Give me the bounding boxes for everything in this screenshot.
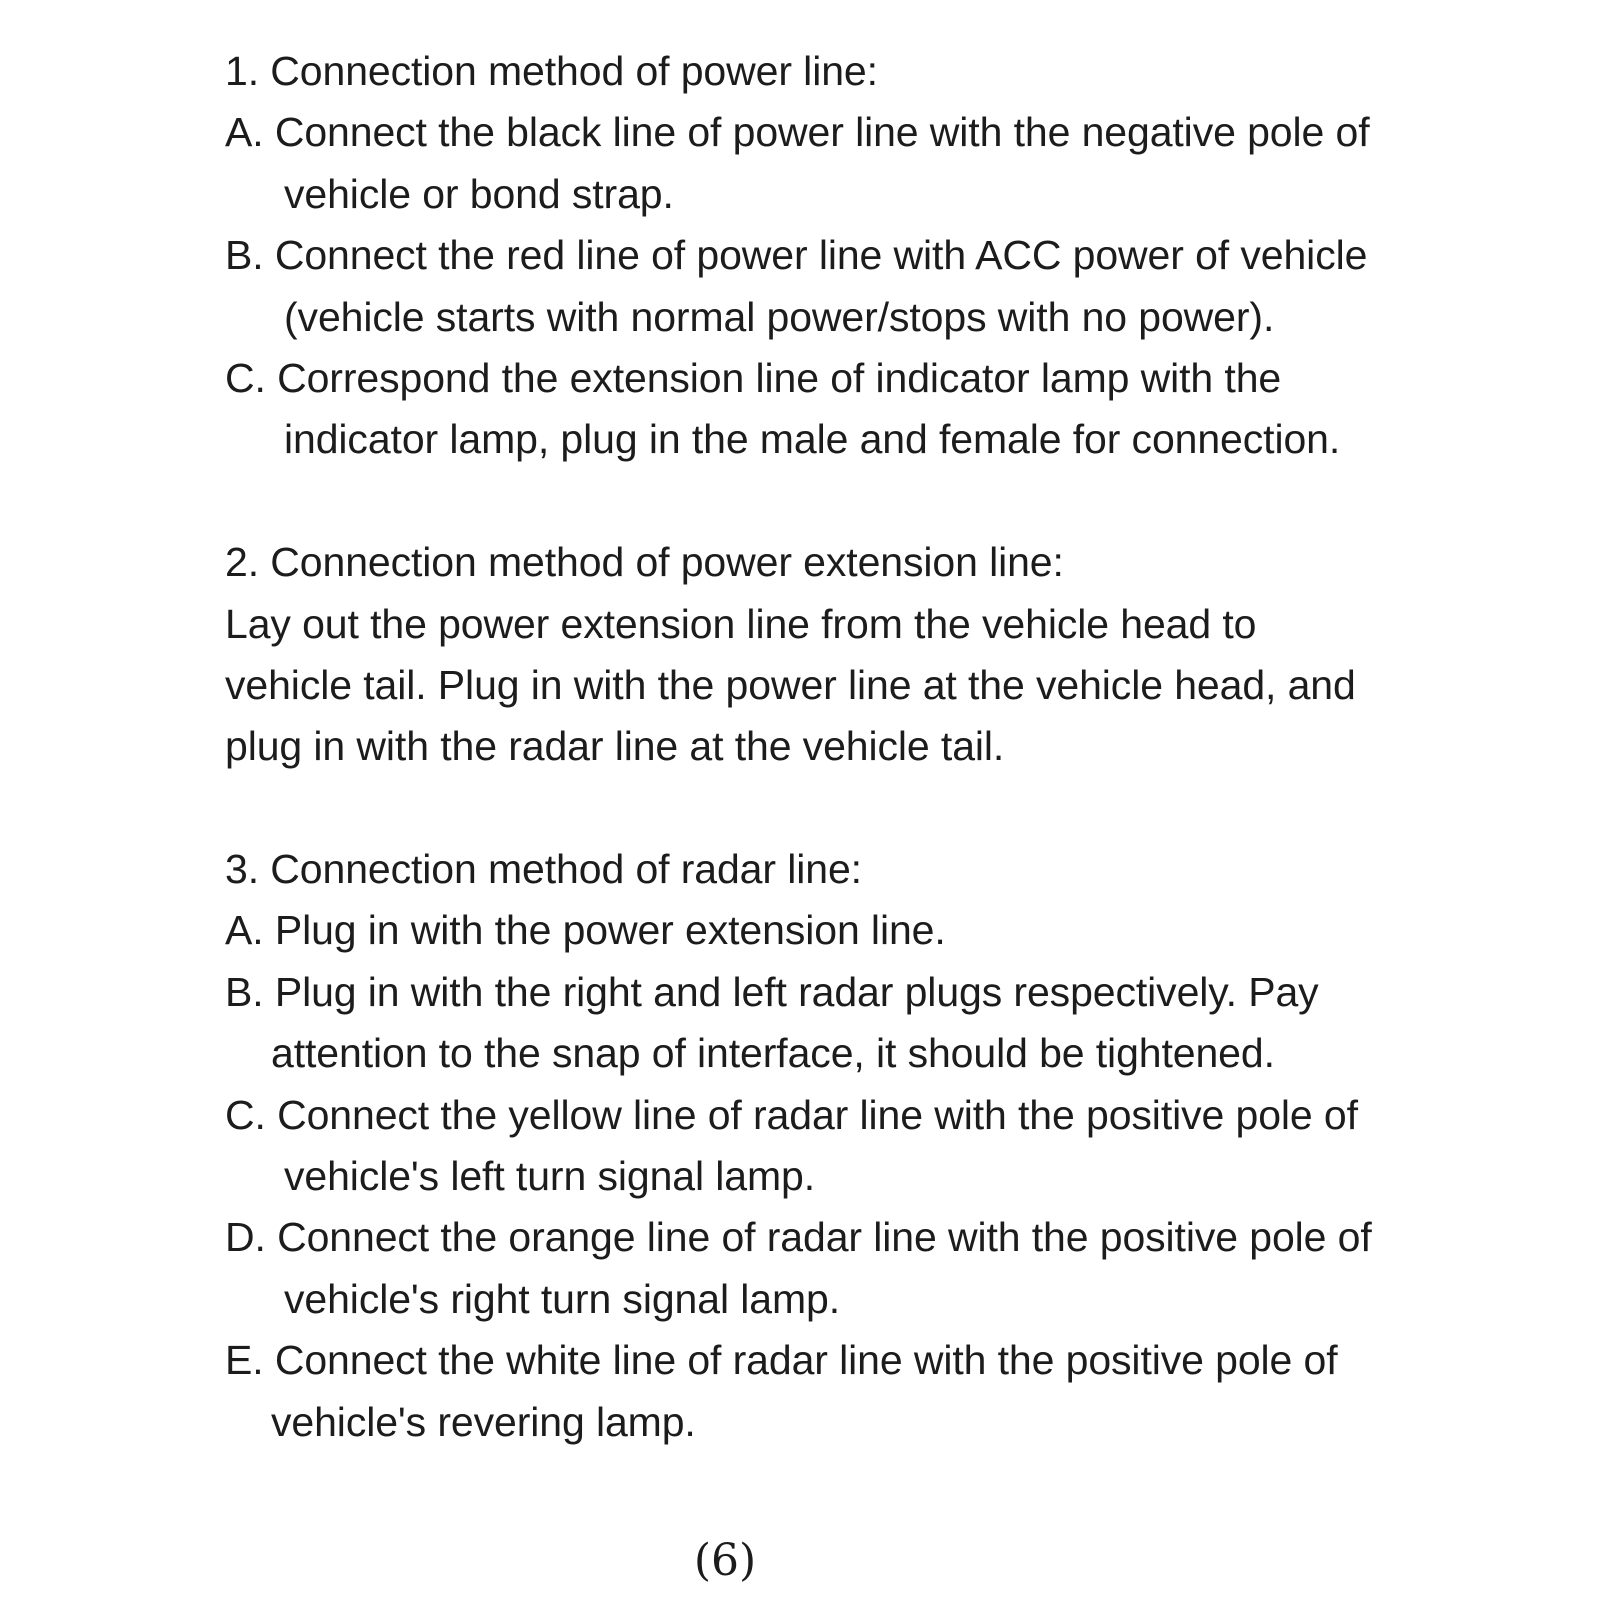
paragraph-line: vehicle tail. Plug in with the power line at the vehicle head, and — [225, 661, 1356, 708]
section-power-extension-line — [225, 532, 1445, 778]
list-item-continuation: vehicle's revering lamp. — [271, 1398, 696, 1445]
list-item: A. Plug in with the power extension line. — [225, 907, 946, 954]
list-item-continuation: (vehicle starts with normal power/stops with no power). — [284, 293, 1275, 340]
list-item-continuation: attention to the snap of interface, it should be tightened. — [271, 1030, 1275, 1077]
section-radar-line — [225, 839, 1445, 1453]
list-item: B. Connect the red line of power line with ACC power of vehicle — [225, 232, 1368, 279]
section-heading: 1. Connection method of power line: — [225, 48, 878, 94]
section-heading: 3. Connection method of radar line: — [225, 846, 862, 893]
list-item-continuation: vehicle's left turn signal lamp. — [284, 1153, 816, 1200]
list-item: D. Connect the orange line of radar line with the positive pole of — [225, 1214, 1372, 1261]
list-item: C. Correspond the extension line of indicator lamp with the — [225, 354, 1282, 401]
section-spacer — [225, 471, 1445, 532]
section-spacer — [225, 778, 1445, 839]
list-item: C. Connect the yellow line of radar line with the positive pole of — [225, 1091, 1358, 1138]
section-power-line — [225, 41, 1445, 471]
list-item-continuation: vehicle's right turn signal lamp. — [284, 1275, 841, 1322]
list-item: E. Connect the white line of radar line with the positive pole of — [225, 1337, 1338, 1384]
list-item: A. Connect the black line of power line with the negative pole of — [225, 109, 1370, 156]
paragraph-line: Lay out the power extension line from the vehicle head to — [225, 600, 1257, 647]
paragraph-line: plug in with the radar line at the vehicle tail. — [225, 723, 1005, 770]
list-item-continuation: indicator lamp, plug in the male and female for connection. — [284, 416, 1341, 463]
page-content — [225, 41, 1445, 1453]
list-item: B. Plug in with the right and left radar plugs respectively. Pay — [225, 968, 1319, 1015]
section-heading: 2. Connection method of power extension line: — [225, 539, 1064, 586]
list-item-continuation: vehicle or bond strap. — [284, 170, 674, 217]
page-number: (6) — [693, 1535, 757, 1586]
